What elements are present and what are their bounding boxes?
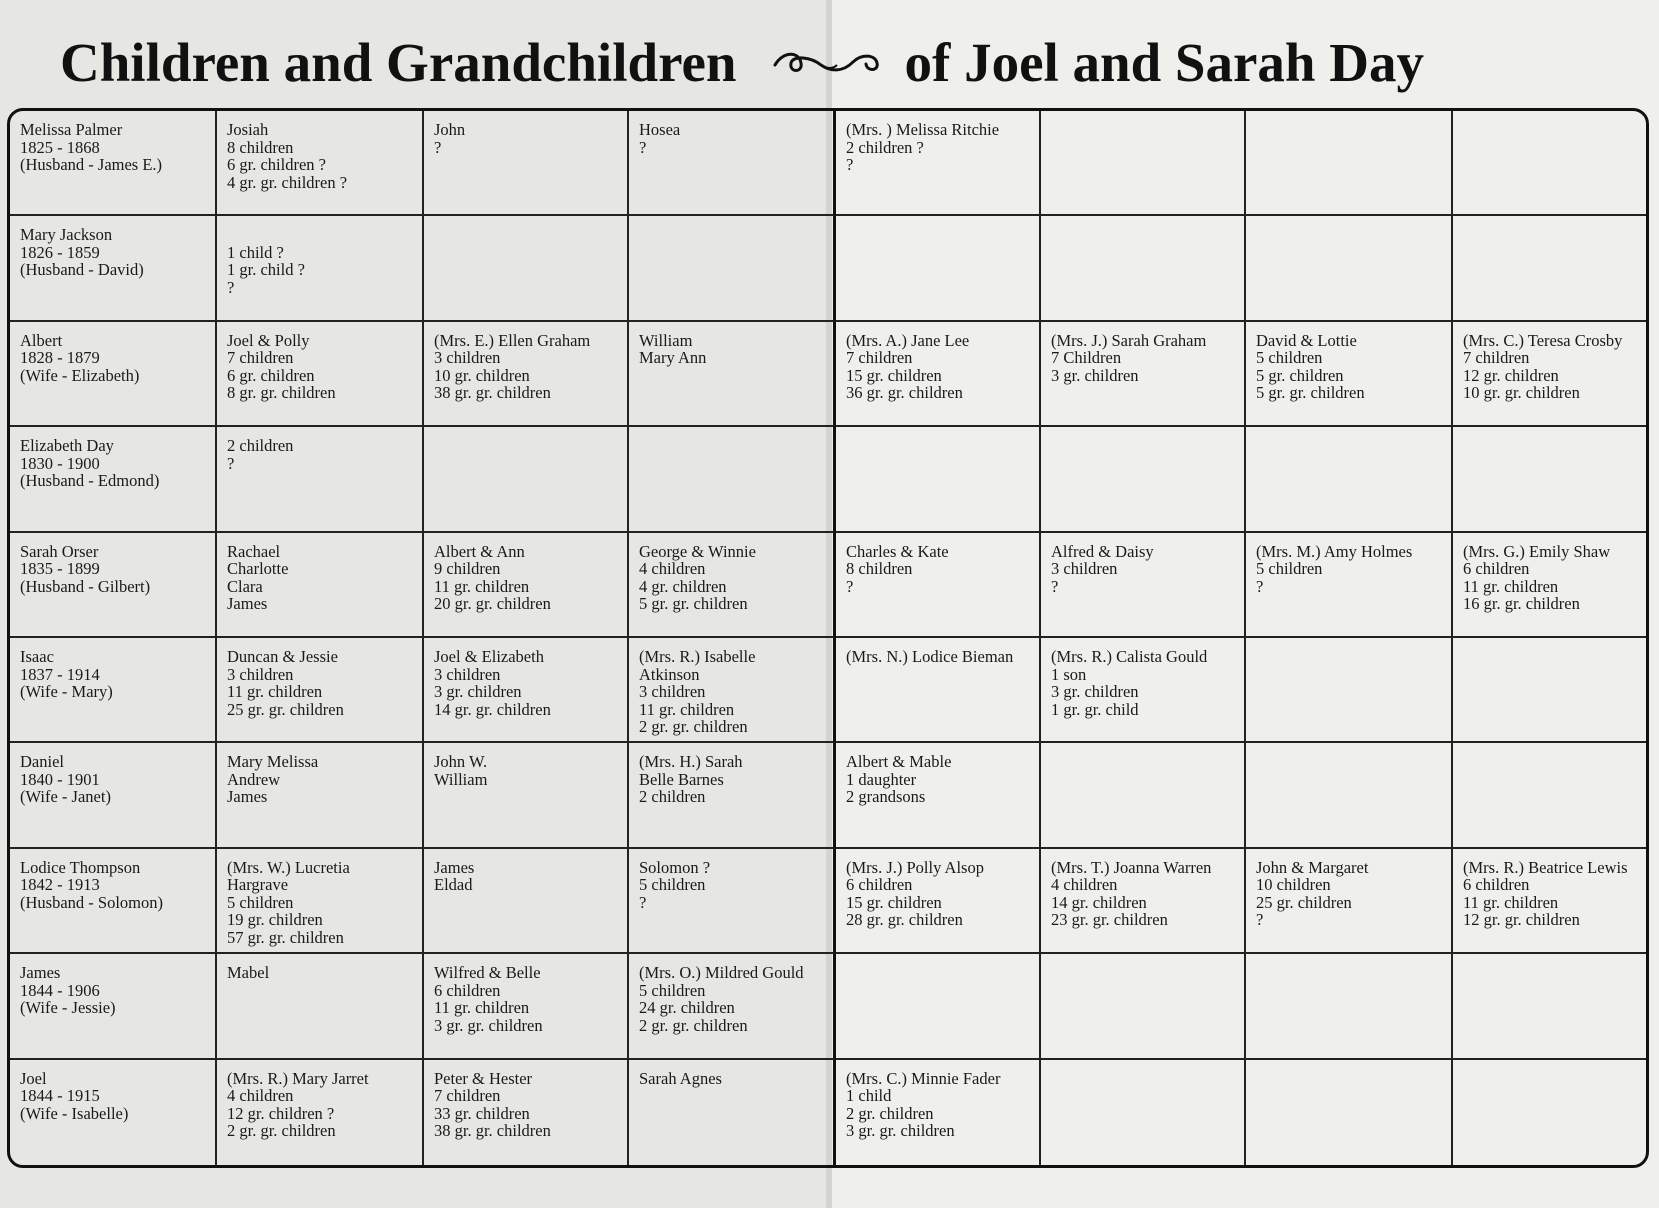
descendant-cell: 1 child ? 1 gr. child ? ? [217, 216, 424, 321]
descendant-cell: (Mrs. A.) Jane Lee 7 children 15 gr. children 36 gr. gr. children [836, 322, 1041, 427]
descendant-cell: Joel & Polly 7 children 6 gr. children 8 gr. gr. children [217, 322, 424, 427]
descendant-cell [1041, 743, 1246, 848]
descendant-cell: Josiah 8 children 6 gr. children ? 4 gr. gr. children ? [217, 111, 424, 216]
descendant-cell: Charles & Kate 8 children ? [836, 533, 1041, 638]
descendant-cell: (Mrs. R.) Calista Gould 1 son 3 gr. children 1 gr. gr. child [1041, 638, 1246, 743]
descendant-cell: (Mrs. G.) Emily Shaw 6 children 11 gr. children 16 gr. gr. children [1453, 533, 1649, 638]
title-right: of Joel and Sarah Day [904, 31, 1424, 93]
descendant-cell: George & Winnie 4 children 4 gr. children 5 gr. gr. children [629, 533, 836, 638]
parent-cell: Lodice Thompson 1842 - 1913 (Husband - Solomon) [10, 849, 217, 954]
flourish-ornament [771, 45, 883, 79]
descendant-cell [1246, 743, 1453, 848]
descendant-cell [1041, 216, 1246, 321]
parent-cell: Elizabeth Day 1830 - 1900 (Husband - Edmond) [10, 427, 217, 532]
descendant-cell [1246, 638, 1453, 743]
descendant-cell: Solomon ? 5 children ? [629, 849, 836, 954]
descendant-cell: (Mrs. J.) Polly Alsop 6 children 15 gr. children 28 gr. gr. children [836, 849, 1041, 954]
descendant-cell: Mary Melissa Andrew James [217, 743, 424, 848]
descendant-cell: (Mrs. C.) Teresa Crosby 7 children 12 gr. children 10 gr. gr. children [1453, 322, 1649, 427]
descendant-cell [836, 954, 1041, 1059]
descendant-cell [1246, 216, 1453, 321]
descendant-cell [629, 216, 836, 321]
descendant-cell [1453, 954, 1649, 1059]
descendant-cell: Sarah Agnes [629, 1060, 836, 1165]
descendant-cell: (Mrs. E.) Ellen Graham 3 children 10 gr. children 38 gr. gr. children [424, 322, 629, 427]
descendant-cell: (Mrs. N.) Lodice Bieman [836, 638, 1041, 743]
parent-cell: Daniel 1840 - 1901 (Wife - Janet) [10, 743, 217, 848]
descendant-cell: Hosea ? [629, 111, 836, 216]
descendant-cell [836, 216, 1041, 321]
descendant-cell [1041, 954, 1246, 1059]
descendant-cell [424, 216, 629, 321]
parent-cell: Sarah Orser 1835 - 1899 (Husband - Gilbert) [10, 533, 217, 638]
title-left: Children and Grandchildren [60, 31, 737, 93]
parent-cell: Albert 1828 - 1879 (Wife - Elizabeth) [10, 322, 217, 427]
descendant-cell: (Mrs. H.) Sarah Belle Barnes 2 children [629, 743, 836, 848]
descendant-cell: (Mrs. ) Melissa Ritchie 2 children ? ? [836, 111, 1041, 216]
parent-cell: Melissa Palmer 1825 - 1868 (Husband - James E.) [10, 111, 217, 216]
descendant-cell: Peter & Hester 7 children 33 gr. children 38 gr. gr. children [424, 1060, 629, 1165]
descendant-cell: (Mrs. J.) Sarah Graham 7 Children 3 gr. children [1041, 322, 1246, 427]
family-table [7, 108, 1649, 1168]
parent-cell: Joel 1844 - 1915 (Wife - Isabelle) [10, 1060, 217, 1165]
descendant-cell: Wilfred & Belle 6 children 11 gr. children 3 gr. gr. children [424, 954, 629, 1059]
descendant-cell [1453, 1060, 1649, 1165]
descendant-cell: (Mrs. O.) Mildred Gould 5 children 24 gr. children 2 gr. gr. children [629, 954, 836, 1059]
descendant-cell: Rachael Charlotte Clara James [217, 533, 424, 638]
descendant-cell [424, 427, 629, 532]
descendant-cell: Duncan & Jessie 3 children 11 gr. children 25 gr. gr. children [217, 638, 424, 743]
parent-cell: Mary Jackson 1826 - 1859 (Husband - David) [10, 216, 217, 321]
parent-cell: Isaac 1837 - 1914 (Wife - Mary) [10, 638, 217, 743]
descendant-cell: John ? [424, 111, 629, 216]
descendant-cell: Alfred & Daisy 3 children ? [1041, 533, 1246, 638]
descendant-cell: Joel & Elizabeth 3 children 3 gr. children 14 gr. gr. children [424, 638, 629, 743]
descendant-cell: Albert & Mable 1 daughter 2 grandsons [836, 743, 1041, 848]
parent-cell: James 1844 - 1906 (Wife - Jessie) [10, 954, 217, 1059]
descendant-cell: (Mrs. W.) Lucretia Hargrave 5 children 19 gr. children 57 gr. gr. children [217, 849, 424, 954]
descendant-cell: William Mary Ann [629, 322, 836, 427]
descendant-cell [1041, 111, 1246, 216]
descendant-cell [1246, 111, 1453, 216]
descendant-cell: Albert & Ann 9 children 11 gr. children 20 gr. gr. children [424, 533, 629, 638]
descendant-cell: (Mrs. R.) Isabelle Atkinson 3 children 11 gr. children 2 gr. gr. children [629, 638, 836, 743]
descendant-cell: 2 children ? [217, 427, 424, 532]
descendant-cell [1453, 111, 1649, 216]
descendant-cell [1041, 1060, 1246, 1165]
descendant-cell [1246, 427, 1453, 532]
descendant-cell: (Mrs. T.) Joanna Warren 4 children 14 gr. children 23 gr. gr. children [1041, 849, 1246, 954]
descendant-cell: David & Lottie 5 children 5 gr. children 5 gr. gr. children [1246, 322, 1453, 427]
descendant-cell [629, 427, 836, 532]
descendant-cell: (Mrs. M.) Amy Holmes 5 children ? [1246, 533, 1453, 638]
descendant-cell [836, 427, 1041, 532]
descendant-cell: Mabel [217, 954, 424, 1059]
descendant-cell: John & Margaret 10 children 25 gr. children ? [1246, 849, 1453, 954]
descendant-cell [1041, 427, 1246, 532]
page-header [60, 22, 1640, 102]
descendant-cell [1453, 427, 1649, 532]
descendant-cell: (Mrs. C.) Minnie Fader 1 child 2 gr. children 3 gr. gr. children [836, 1060, 1041, 1165]
descendant-cell: James Eldad [424, 849, 629, 954]
descendant-cell [1453, 638, 1649, 743]
descendant-cell [1453, 216, 1649, 321]
descendant-cell: John W. William [424, 743, 629, 848]
descendant-cell [1453, 743, 1649, 848]
descendant-cell [1246, 1060, 1453, 1165]
descendant-cell [1246, 954, 1453, 1059]
descendant-cell: (Mrs. R.) Mary Jarret 4 children 12 gr. children ? 2 gr. gr. children [217, 1060, 424, 1165]
descendant-cell: (Mrs. R.) Beatrice Lewis 6 children 11 gr. children 12 gr. gr. children [1453, 849, 1649, 954]
